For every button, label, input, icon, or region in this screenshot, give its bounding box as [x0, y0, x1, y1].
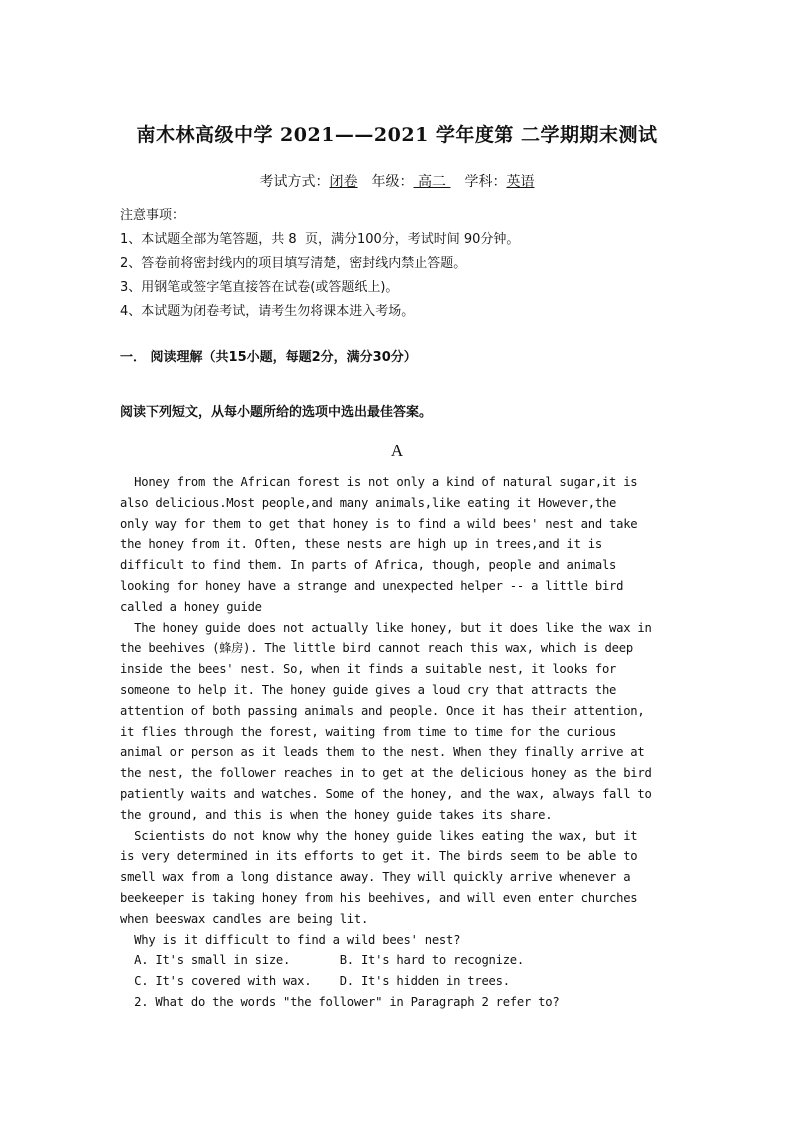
passage-line: when beeswax candles are being lit.: [120, 911, 369, 926]
passage-line: The honey guide does not actually like honey, but it does like the wax in: [120, 620, 652, 635]
notes-heading: 注意事项：: [120, 208, 186, 223]
passage-line: the honey from it. Often, these nests are high up in trees,and it is: [120, 537, 602, 552]
exam-mode-value: 闭卷: [329, 174, 358, 190]
passage-line: looking for honey have a strange and unexpected helper -- a little bird: [120, 578, 624, 593]
grade-label: 年级：: [371, 174, 414, 190]
passage-line: beekeeper is taking honey from his beehives, and will even enter churches: [120, 890, 638, 905]
passage-line: attention of both passing animals and people. Once it has their attention,: [120, 703, 645, 718]
passage-line: it flies through the forest, waiting from time to time for the curious: [120, 724, 617, 739]
notes-item: 1、本试题全部为笔答题，共 8 页，满分100分，考试时间 90分钟。: [120, 232, 520, 247]
notes-block: [120, 204, 680, 324]
passage-line: called a honey guide: [120, 599, 262, 614]
notes-item: 3、用钢笔或签字笔直接答在试卷(或答题纸上)。: [120, 280, 399, 295]
passage-line: inside the bees' nest. So, when it finds a suitable nest, it looks for: [120, 662, 617, 677]
section-instruction: 阅读下列短文，从每小题所给的选项中选出最佳答案。: [120, 405, 433, 420]
exam-mode-label: 考试方式：: [259, 174, 330, 190]
passage-line: Scientists do not know why the honey guide likes eating the wax, but it: [120, 828, 638, 843]
passage-line: the nest, the follower reaches in to get at the delicious honey as the bird: [120, 766, 652, 781]
question-line: Why is it difficult to find a wild bees' nest?: [120, 932, 461, 947]
passage-label: A: [390, 441, 404, 460]
passage-line: the beehives (蜂房). The little bird cannot reach this wax, which is deep: [120, 641, 633, 656]
notes-item: 4、本试题为闭卷考试，请考生勿将课本进入考场。: [120, 304, 415, 319]
passage-line: patiently waits and watches. Some of the honey, and the wax, always fall to: [120, 786, 652, 801]
notes-item: 2、答卷前将密封线内的项目填写清楚，密封线内禁止答题。: [120, 256, 467, 271]
passage-line: someone to help it. The honey guide gives a loud cry that attracts the: [120, 682, 617, 697]
passage-line: the ground, and this is when the honey guide takes its share.: [120, 807, 553, 822]
passage-line: difficult to find them. In parts of Africa, though, people and animals: [120, 558, 617, 573]
subject-value: 英语: [506, 174, 535, 190]
passage-line: Honey from the African forest is not only a kind of natural sugar,it is: [120, 475, 638, 489]
passage-line: also delicious.Most people,and many animals,like eating it However,the: [120, 495, 617, 510]
answer-options-line: A. It's small in size. B. It's hard to recognize.: [120, 953, 524, 968]
section-heading: 一． 阅读理解（共15小题，每题2分，满分30分）: [120, 350, 417, 365]
passage-line: only way for them to get that honey is to find a wild bees' nest and take: [120, 516, 638, 531]
passage-line: is very determined in its efforts to get it. The birds seem to be able to: [120, 849, 638, 864]
passage-body: [120, 472, 680, 1013]
passage-line: animal or person as it leads them to the nest. When they finally arrive at: [120, 745, 645, 760]
grade-value: 高二: [413, 174, 451, 190]
subject-label: 学科：: [464, 174, 507, 190]
passage-line: smell wax from a long distance away. They will quickly arrive whenever a: [120, 870, 631, 885]
exam-info-line: [0, 171, 794, 191]
answer-options-line: C. It's covered with wax. D. It's hidden in trees.: [120, 974, 510, 989]
page-title: 南木林高级中学 2021——2021 学年度第 二学期期末测试: [136, 124, 658, 146]
question-line: 2. What do the words "the follower" in Paragraph 2 refer to?: [120, 994, 560, 1009]
